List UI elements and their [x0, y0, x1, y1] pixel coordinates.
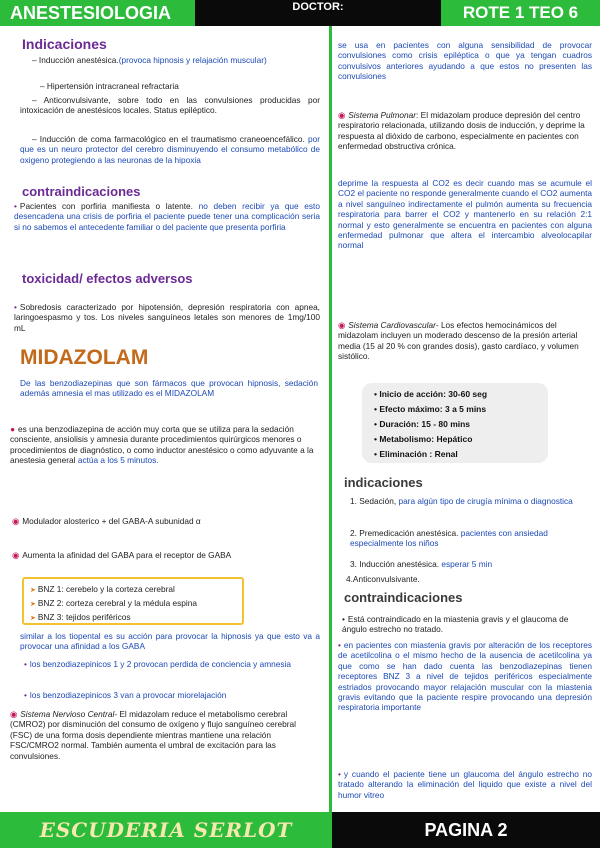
- right-contra-1: • Está contraindicado en la miastenia gravis y el glaucoma de ángulo estrecho no tratado.: [342, 614, 569, 635]
- midazolam-modulator: ◉ Modulador alosterico + del GABA-A subunidad α: [12, 516, 201, 526]
- right-convulsion-text: se usa en pacientes con alguna sensibilidad de provocar convulsiones como crisis epiléptica o que ya tengan cuadros convulsivos anteriores ayudando a que estos no presenten las convulsiones: [338, 40, 592, 82]
- pk-item: • Duración: 15 - 80 mins: [374, 419, 471, 429]
- ind-item-3: – Anticonvulsivante, sobre todo en las convulsiones producidas por intoxicación de anestésicos locales. Status epiléptico.: [20, 95, 320, 116]
- ind-item-1: – Inducción anestésica.(provoca hipnosis y relajación muscular): [32, 55, 267, 65]
- pk-item: • Inicio de acción: 30-60 seg: [374, 389, 488, 399]
- pulmonary-co2-text: deprime la respuesta al CO2 es decir cuando mas se acumule el CO2 el paciente no responde generalmente cuando el CO2 aumenta a nivel sanguíneo indirectamente el pulmón aumenta su frecuencia respiratoria para barrer el CO2 y mantenerlo en su relación 2:1 normal y esto generalmente se encuentra en pacientes con alguna enfermedad pulmonar que altera el intercambio alveolocapilar normal: [338, 178, 592, 251]
- header-right-title: ROTE 1 TEO 6: [441, 0, 600, 26]
- midazolam-description: ● es una benzodiazepina de acción muy corta que se utiliza para la sedación consciente, ansiolisis y amnesia durante procedimientos quirúrgicos menores o procedimientos de diagnóstico, o como inductor anestésico o como adyuvante a la anestesia general actúa a los 5 minutos.: [10, 424, 314, 466]
- header-left-title: ANESTESIOLOGIA: [0, 0, 195, 26]
- benzo-sub-1: • los benzodiazepinicos 1 y 2 provocan perdida de conciencia y amnesia: [24, 659, 291, 669]
- pk-item: • Eliminación : Renal: [374, 449, 458, 459]
- right-indicaciones-heading: indicaciones: [344, 475, 423, 490]
- midazolam-similar: similar a los tiopental es su acción para provocar la hipnosis ya que esto va a provocar una afinidad a los GABA: [20, 631, 320, 652]
- right-contra-3: • y cuando el paciente tiene un glaucoma del ángulo estrecho no tratado alterando la eliminación del liquido que existe a nivel del humor vitreo: [338, 769, 592, 800]
- cardiovascular-paragraph: ◉ Sistema Cardiovascular- Los efectos hemocinámicos del midazolam incluyen un moderado descenso de la presión arterial media (15 al 20 % con grandes dosis), gasto cardíaco, y volumen sistólico.: [338, 320, 579, 362]
- ind-item-2: – Hipertensión intracraneal refractaria: [40, 81, 179, 91]
- midazolam-affinity: ◉ Aumenta la afinidad del GABA para el receptor de GABA: [12, 550, 232, 560]
- pk-item: • Efecto máximo: 3 a 5 mins: [374, 404, 487, 414]
- indicaciones-heading: Indicaciones: [22, 36, 107, 52]
- bnz-item: ➤ BNZ 3: tejidos periféricos: [30, 612, 131, 622]
- benzo-sub-2: • los benzodiazepinicos 3 van a provocar miorelajación: [24, 690, 227, 700]
- bnz-item: ➤ BNZ 2: corteza cerebral y la médula espina: [30, 598, 197, 608]
- footer-page-number: PAGINA 2: [332, 812, 600, 848]
- right-contraindicaciones-heading: contraindicaciones: [344, 590, 463, 605]
- right-contra-2: • en pacientes con miastenia gravis por alteración de los receptores de acetilcolina o el mismo hecho de la ausencia de acetilcolina ya que como se han dado cuenta las benzodiazepinas tienen receptores BNZ 3 a nivel de tejidos periféricos especialmente estriados provocando mayor relajación muscular con la miastenia gravis evitando que la paciente respire provocando una depresión respiratoria importante: [338, 640, 592, 713]
- pk-item: • Metabolismo: Hepático: [374, 434, 473, 444]
- column-divider: [329, 26, 332, 812]
- right-ind-1: 1. Sedación, para algún tipo de cirugía mínima o diagnostica: [350, 496, 573, 506]
- contraindicaciones-heading: contraindicaciones: [22, 184, 141, 199]
- contra-item-1: • Pacientes con porfiria manifiesta o latente. no deben recibir ya que esto desencadena una crisis de porfiria el paciente puede tener una complicación seria si no sabemos el antecedente familiar o del paciente que presenta porfiria: [14, 201, 320, 232]
- bnz-receptor-box: [22, 577, 244, 625]
- snc-paragraph: ◉ Sistema Nervioso Central- El midazolam reduce el metabolismo cerebral (CMRO2) por disminución del consumo de oxígeno y flujo sanguíneo cerebral (FSC) de una forma dosis dependiente mientras mantiene una relación FSC/CMRO2 normal. También aumenta el umbral de excitación para las convulsiones.: [10, 709, 296, 761]
- header-doctor-label: DOCTOR:: [195, 0, 441, 26]
- footer-brand: ESCUDERIA SERLOT: [0, 812, 332, 848]
- toxicidad-heading: toxicidad/ efectos adversos: [22, 271, 193, 286]
- toxicidad-item-1: • Sobredosis caracterizado por hipotensión, depresión respiratoria con apnea, laringoespasmo y tos. Los niveles sanguíneos letales son menores de 1mg/100 mL: [14, 302, 320, 333]
- pulmonary-paragraph: ◉ Sistema Pulmonar: El midazolam produce depresión del centro respiratorio relacionada, utilizando dosis de inducción, y deprime la respuesta al dióxido de carbono, especialmente en pacientes con enfermedad obstructiva crónica.: [338, 110, 585, 152]
- right-ind-3: 3. Inducción anestésica. esperar 5 min: [350, 559, 493, 569]
- ind-item-4: – Inducción de coma farmacológico en el traumatismo craneoencefálico. por que es un neuro protector del cerebro disminuyendo el consumo metabólico de oxigeno protegiendo a las neuronas de la hipoxia: [20, 134, 321, 165]
- midazolam-intro: De las benzodiazepinas que son fármacos que provocan hipnosis, sedación además amnesia el mas utilizado es el MIDAZOLAM: [20, 378, 318, 399]
- midazolam-heading: MIDAZOLAM: [20, 346, 149, 369]
- bnz-item: ➤ BNZ 1: cerebelo y la corteza cerebral: [30, 584, 175, 594]
- right-ind-4: 4.Anticonvulsivante.: [346, 574, 420, 584]
- right-ind-2: 2. Premedicación anestésica. pacientes con ansiedad especialmente los niños: [350, 528, 548, 549]
